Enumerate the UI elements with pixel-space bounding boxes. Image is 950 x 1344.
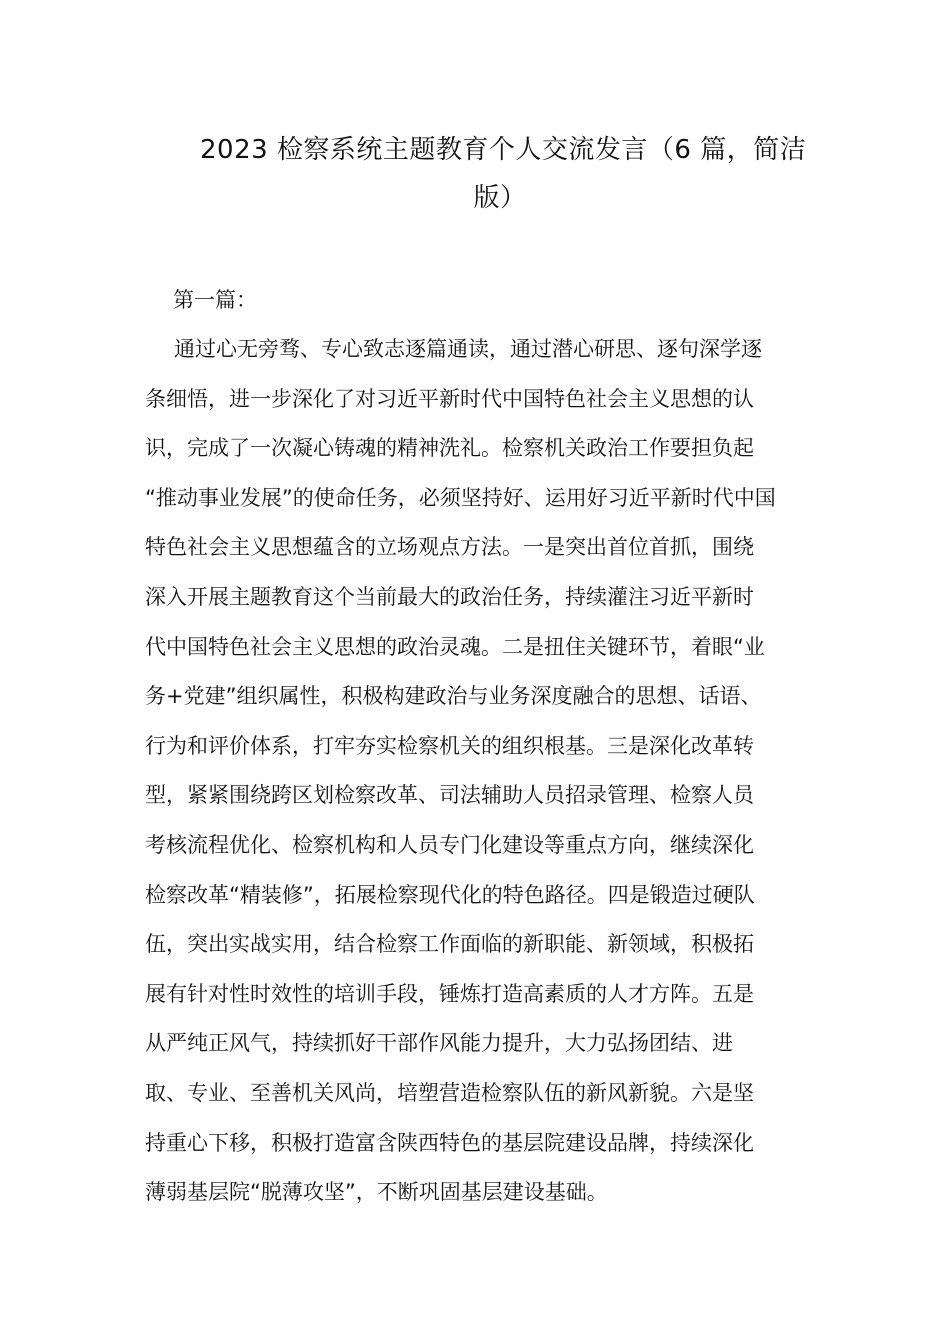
paragraph-line: 代中国特色社会主义思想的政治灵魂。二是扭住关键环节，着眼“业	[145, 634, 765, 659]
paragraph-line: 薄弱基层院“脱薄攻坚”，不断巩固基层建设基础。	[145, 1180, 608, 1205]
title-line-2: 版）	[473, 183, 527, 213]
paragraph-line: 考核流程优化、检察机构和人员专门化建设等重点方向，继续深化	[145, 832, 754, 857]
document-title	[200, 126, 807, 222]
body-paragraph	[145, 325, 835, 1218]
paragraph-line: 从严纯正风气，持续抓好干部作风能力提升，大力弘扬团结、进	[145, 1031, 733, 1056]
title-line-1: 2023 检察系统主题教育个人交流发言（6 篇，简洁	[200, 135, 807, 165]
paragraph-line: 通过心无旁骛、专心致志逐篇通读，通过潜心研思、逐句深学逐	[174, 337, 762, 361]
paragraph-line: “推动事业发展”的使命任务，必须坚持好、运用好习近平新时代中国	[145, 485, 776, 510]
paragraph-line: 特色社会主义思想蕴含的立场观点方法。一是突出首位首抓，围绕	[145, 535, 754, 560]
paragraph-line: 务+党建”组织属性，积极构建政治与业务深度融合的思想、话语、	[145, 684, 762, 709]
paragraph-line: 识，完成了一次凝心铸魂的精神洗礼。检察机关政治工作要担负起	[145, 436, 754, 461]
paragraph-line: 取、专业、至善机关风尚，培塑营造检察队伍的新风新貌。六是坚	[145, 1080, 754, 1105]
section-label: 第一篇：	[173, 288, 257, 312]
paragraph-line: 深入开展主题教育这个当前最大的政治任务，持续灌注习近平新时	[145, 584, 754, 609]
paragraph-line: 展有针对性时效性的培训手段，锤炼打造高素质的人才方阵。五是	[145, 981, 754, 1006]
paragraph-line: 持重心下移，积极打造富含陕西特色的基层院建设品牌，持续深化	[145, 1130, 754, 1155]
paragraph-line: 型，紧紧围绕跨区划检察改革、司法辅助人员招录管理、检察人员	[145, 783, 754, 808]
paragraph-line: 伍，突出实战实用，结合检察工作面临的新职能、新领域，积极拓	[145, 932, 754, 957]
paragraph-line: 检察改革“精装修”，拓展检察现代化的特色路径。四是锻造过硬队	[145, 882, 755, 907]
paragraph-line: 条细悟，进一步深化了对习近平新时代中国特色社会主义思想的认	[145, 386, 754, 411]
paragraph-line: 行为和评价体系，打牢夯实检察机关的组织根基。三是深化改革转	[145, 733, 754, 758]
